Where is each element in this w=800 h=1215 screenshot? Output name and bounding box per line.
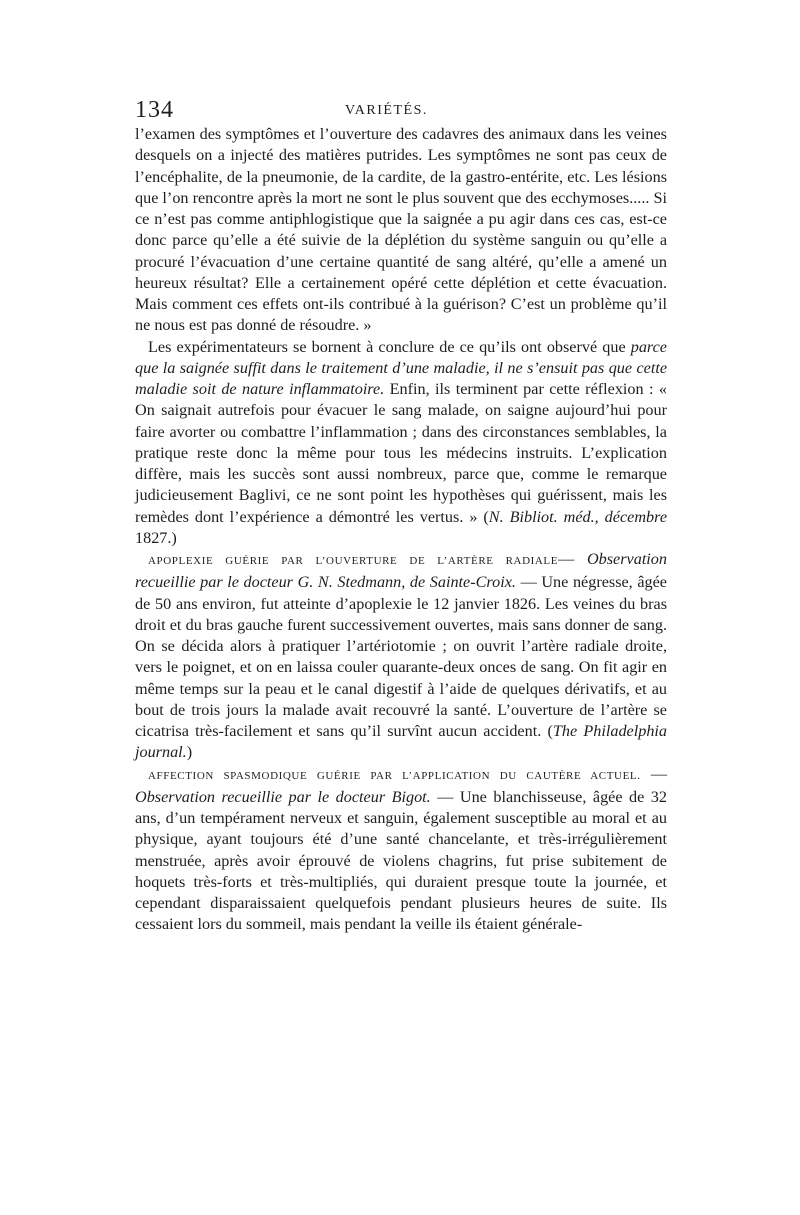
text-segment-normal: — (558, 550, 587, 568)
text-segment-normal: Les expérimentateurs se bornent à conclure de ce qu’ils ont observé que (148, 337, 631, 356)
text-segment-italic: The Philadelphia journal. (135, 722, 668, 762)
text-segment-italic: Observation recueillie par le docteur G. N. Stedmann, de Sainte-Croix. (135, 550, 667, 592)
page-number: 134 (135, 97, 174, 123)
page-header (135, 96, 665, 124)
body-text (135, 124, 667, 936)
text-segment-italic: N. Bibliot. méd., décembre (488, 507, 667, 526)
text-segment-normal: Enfin, ils terminent par cette réflexion : « On saignait autrefois pour évacuer le sang malade, on saigne aujourd’hui pour faire avorter ou combattre l’inflammation ; dans des circonstances semblables, la pratique reste donc la même pour tous les médecins instruits. L’explication diffère, mais les succès sont aussi nombreux, parce que, comme le remarque judicieusement Baglivi, ce ne sont point les hypothèses qui guérissent, mais les remèdes dont l’expérience a démontré les vertus. » ( (135, 380, 667, 526)
running-title: VARIÉTÉS. (345, 103, 428, 118)
paragraph-examen (135, 124, 667, 337)
text-segment-italic: Observation recueillie par le docteur Bigot. (135, 787, 431, 806)
text-segment-normal: — (640, 764, 668, 783)
text-segment-normal: 1827.) (135, 528, 177, 547)
paragraph-affection-spasmodique (135, 764, 667, 936)
text-segment-smallcaps: AFFECTION SPASMODIQUE GUÉRIE PAR L’APPLICATION DU CAUTÈRE ACTUEL. (148, 769, 641, 782)
paragraph-apoplexie (135, 549, 667, 764)
text-segment-smallcaps: APOPLEXIE GUÉRIE PAR L’OUVERTURE DE L’ARTÈRE RADIALE (148, 555, 559, 567)
text-segment-normal: ) (186, 743, 193, 762)
text-segment-normal: — Une blanchisseuse, âgée de 32 ans, d’un tempérament nerveux et sanguin, également susceptible au moral et au physique, ayant toujours été d’une santé chancelante, et très-irrégulièrement menstruée, après avoir éprouvé de violens chagrins, fut prise subitement de hoquets très-forts et très-multipliés, qui duraient presque toute la journée, et cependant disparaissaient quelquefois pendant plusieurs heures de suite. Ils cessaient lors du sommeil, mais pendant la veille ils étaient générale- (135, 787, 667, 934)
text-segment-italic: parce que la saignée suffit dans le traitement d’une maladie, il ne s’ensuit pas que cette maladie soit de nature inflammatoire. (135, 337, 667, 398)
paragraph-experimentateurs (135, 337, 667, 550)
text-segment-normal: — Une négresse, âgée de 50 ans environ, fut atteinte d’apoplexie le 12 janvier 1826. Les veines du bras droit et du bras gauche furent successivement ouvertes, mais sans donner de sang. On se décida alors à pratiquer l’artériotomie ; on ouvrit l’artère radiale droite, vers le poignet, et on en laissa couler quarante-deux onces de sang. On fit agir en même temps sur la peau et le canal digestif à l’aide de quelques dérivatifs, et au bout de trois jours la malade avait recouvré la santé. L’ouverture de l’artère se cicatrisa très-facilement et sans qu’il survînt aucun accident. ( (135, 573, 667, 740)
text-segment-normal: l’examen des symptômes et l’ouverture des cadavres des animaux dans les veines desquels on a injecté des matières putrides. Les symptômes ne sont pas ceux de l’encéphalite, de la pneumonie, de la cardite, de la gastro-entérite, etc. Les lésions que l’on rencontre après la mort ne sont le plus souvent que des ecchymoses..... Si ce n’est pas comme antiphlogistique que la saignée a pu agir dans ces cas, est-ce donc parce qu’elle a été suivie de la déplétion du système sanguin ou qu’elle a procuré l’évacuation d’une certaine quantité de sang altéré, qu’elle a amené un heureux résultat? Elle a certainement opéré cette déplétion et cette évacuation. Mais comment ces effets ont-ils contribué à la guérison? C’est un problème qu’il ne nous est pas donné de résoudre. » (135, 125, 667, 335)
